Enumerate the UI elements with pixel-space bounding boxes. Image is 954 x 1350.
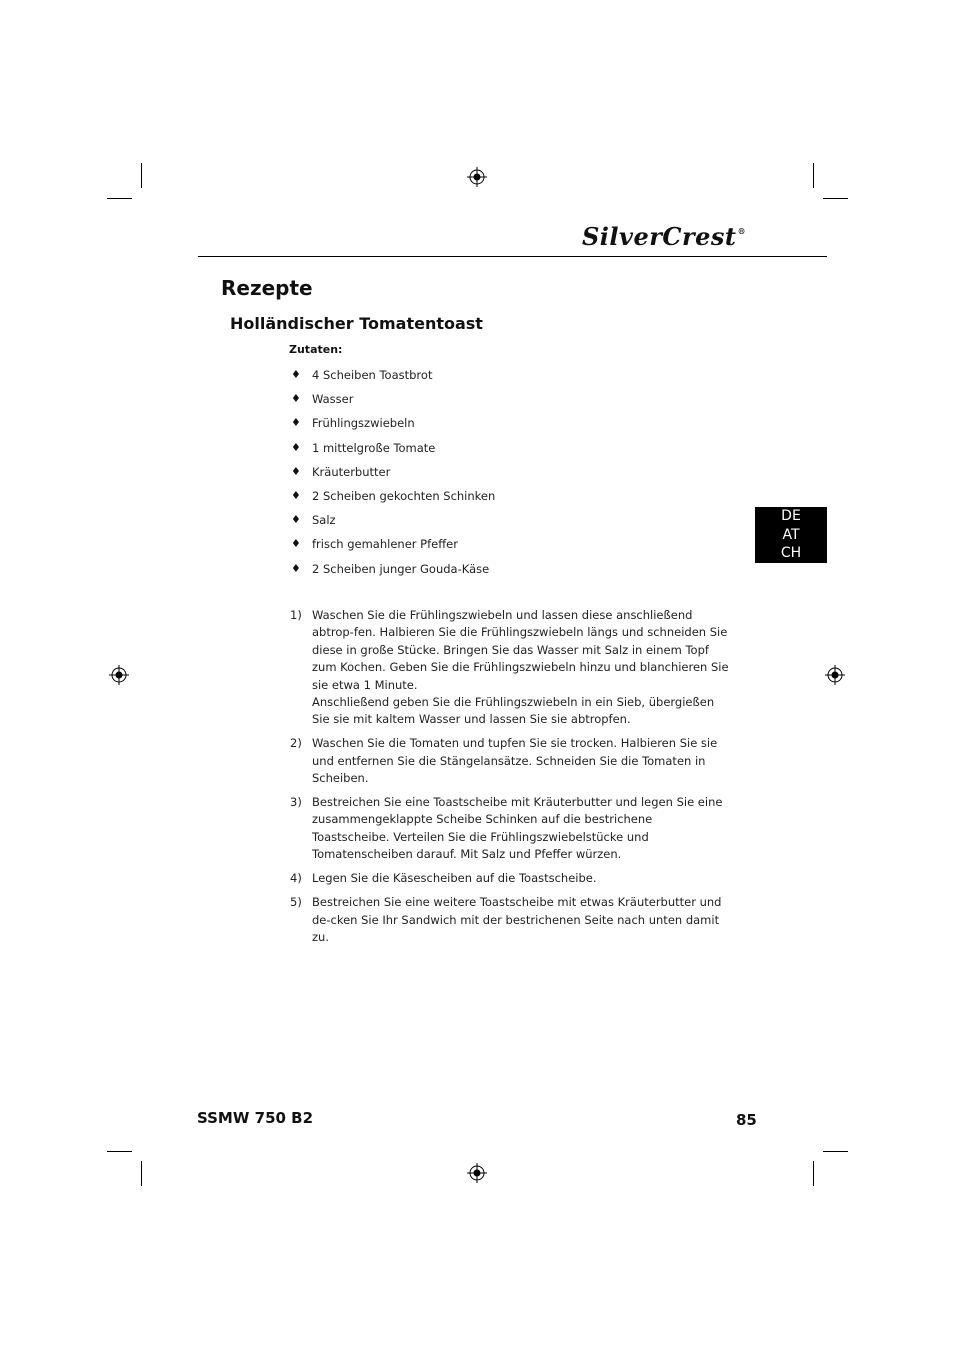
step-number: 5) [290,895,302,910]
ingredient-text: Salz [312,513,336,528]
step-text [312,735,730,787]
ingredient-text: Frühlingszwiebeln [312,416,415,431]
step-paragraph: Bestreichen Sie eine Toastscheibe mit Kräuterbutter und legen Sie eine zusammengeklappte Scheibe Schinken auf die bestrichene Toastscheibe. Verteilen Sie die Frühlingszwiebelstücke und Tomatenscheiben darauf. Mit Salz und Pfeffer würzen. [312,795,723,862]
step-number: 2) [290,736,302,751]
diamond-bullet-icon: ♦ [291,464,301,478]
registration-mark-icon [825,665,845,685]
crop-mark [823,1151,848,1152]
ingredient-text: 2 Scheiben junger Gouda-Käse [312,561,490,576]
step-text [312,607,730,729]
step-paragraph: Bestreichen Sie eine weitere Toastscheibe mit etwas Kräuterbutter und de-cken Sie Ihr Sandwich mit der bestrichenen Seite nach unten damit zu. [312,895,722,944]
crop-mark [107,1151,132,1152]
step-paragraph: Waschen Sie die Frühlingszwiebeln und lassen diese anschließend abtrop-fen. Halbieren Sie die Frühlingszwiebeln längs und schneiden Sie diese in große Stücke. Bringen Sie das Wasser mit Salz in einem Topf zum Kochen. Geben Sie die Frühlingszwiebeln hinzu und blanchieren Sie sie etwa 1 Minute. [312,608,729,692]
brand-logo [582,222,746,251]
ingredient-item [291,368,495,392]
steps-list [290,607,730,953]
step-paragraph: Anschließend geben Sie die Frühlingszwiebeln in ein Sieb, übergießen Sie sie mit kaltem Wasser und lassen Sie sie abtropfen. [312,695,715,727]
diamond-bullet-icon: ♦ [291,392,301,406]
ingredient-item [291,562,495,586]
ingredient-text: frisch gemahlener Pfeffer [312,537,458,552]
ingredient-text: 2 Scheiben gekochten Schinken [312,488,496,503]
ingredient-item [291,513,495,537]
language-tab [755,507,827,563]
ingredients-label: Zutaten: [289,343,343,356]
crop-mark [813,163,814,188]
diamond-bullet-icon: ♦ [291,416,301,430]
crop-mark [823,198,848,199]
header-divider [198,256,827,257]
language-code: DE [781,508,801,524]
registration-mark-icon [109,665,129,685]
step-paragraph: Legen Sie die Käsescheiben auf die Toastscheibe. [312,871,597,886]
ingredient-text: Wasser [312,392,354,407]
model-number: SSMW 750 B2 [197,1109,314,1127]
step-item [290,870,730,887]
crop-mark [107,198,132,199]
step-text [312,894,730,946]
ingredient-text: 1 mittelgroße Tomate [312,440,436,455]
ingredient-text: Kräuterbutter [312,464,391,479]
ingredient-item [291,392,495,416]
step-item [290,735,730,787]
page-number: 85 [736,1111,757,1129]
step-item [290,894,730,946]
diamond-bullet-icon: ♦ [291,537,301,551]
step-number: 1) [290,608,302,622]
step-number: 4) [290,871,302,886]
language-code: AT [782,526,800,543]
diamond-bullet-icon: ♦ [291,561,301,575]
step-number: 3) [290,795,302,810]
registered-symbol: ® [737,226,746,236]
registration-mark-icon [467,167,487,187]
step-item [290,794,730,864]
diamond-bullet-icon: ♦ [291,368,301,381]
step-text [312,870,730,887]
diamond-bullet-icon: ♦ [291,488,301,502]
diamond-bullet-icon: ♦ [291,513,301,527]
ingredient-item [291,416,495,440]
ingredients-list [291,368,495,586]
ingredient-item [291,537,495,561]
ingredient-item [291,441,495,465]
recipe-title: Holländischer Tomatentoast [230,314,483,333]
registration-mark-icon [467,1163,487,1183]
ingredient-item [291,489,495,513]
step-paragraph: Waschen Sie die Tomaten und tupfen Sie sie trocken. Halbieren Sie sie und entfernen Sie die Stängelansätze. Schneiden Sie die Tomaten in Scheiben. [312,736,718,786]
brand-logo-text: SilverCrest [581,222,737,251]
ingredient-item [291,465,495,489]
page-title: Rezepte [221,276,313,300]
diamond-bullet-icon: ♦ [291,440,301,454]
step-text [312,794,730,864]
crop-mark [813,1161,814,1186]
crop-mark [141,163,142,188]
step-item [290,607,730,729]
language-code: CH [780,545,802,561]
crop-mark [141,1161,142,1186]
ingredient-text: 4 Scheiben Toastbrot [312,368,433,382]
